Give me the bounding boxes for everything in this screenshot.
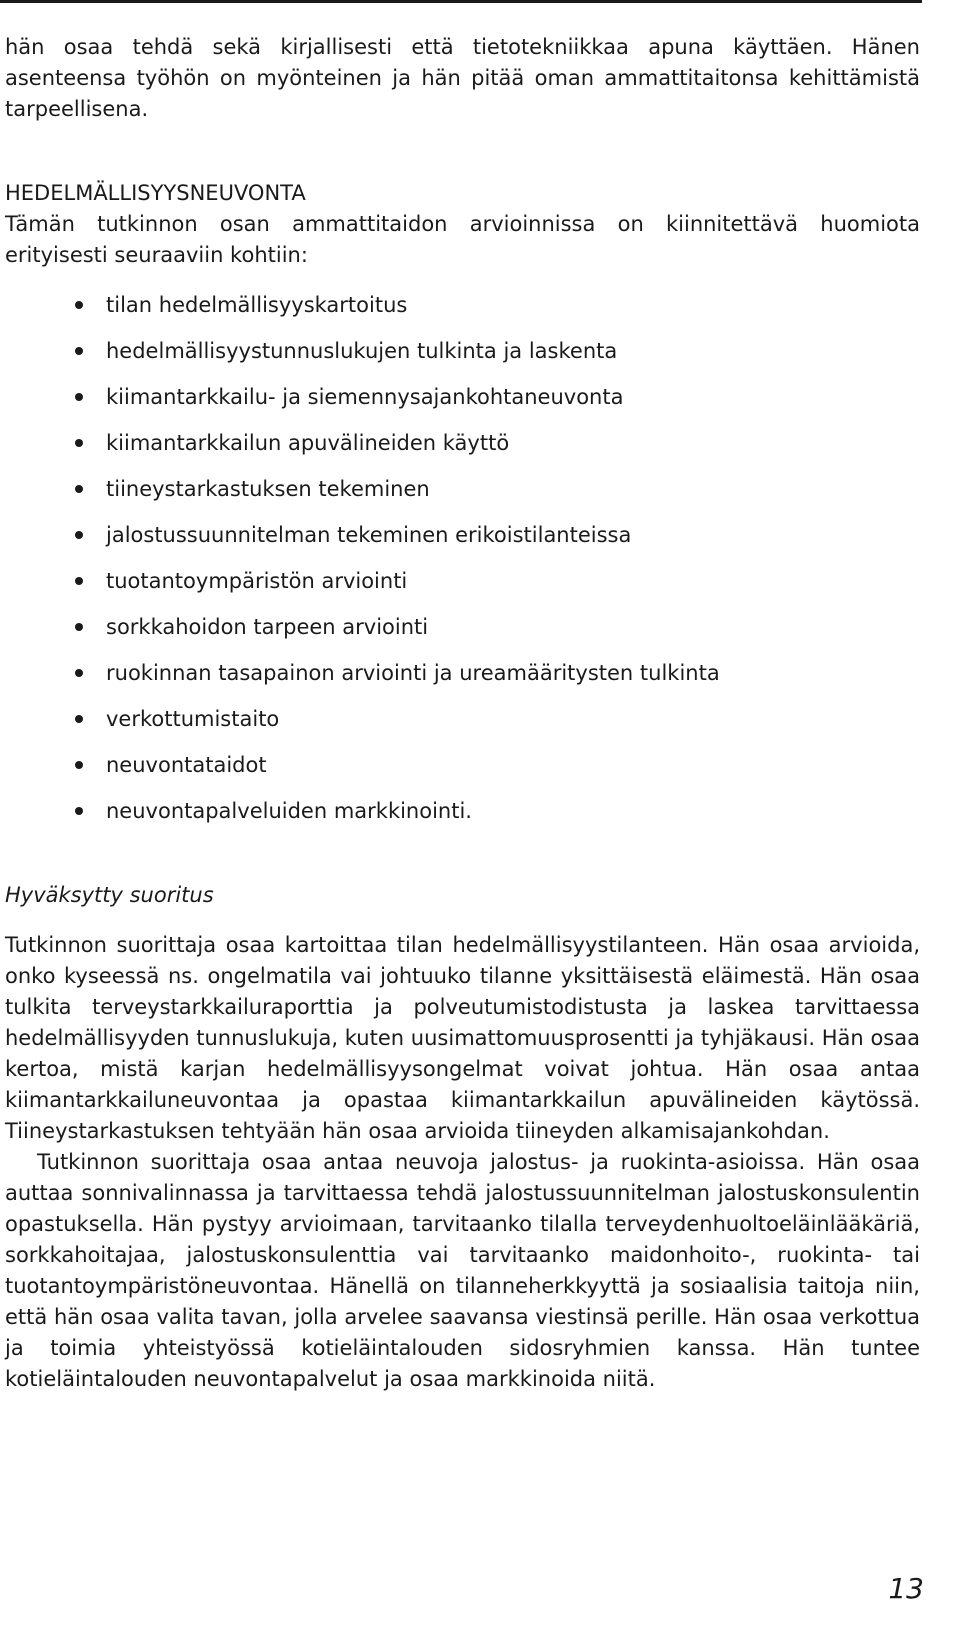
accepted-heading: Hyväksytty suoritus bbox=[5, 883, 214, 907]
list-item: kiimantarkkailun apuvälineiden käyttö bbox=[5, 420, 920, 466]
bullet-icon bbox=[75, 393, 83, 401]
list-item: neuvontataidot bbox=[5, 742, 920, 788]
section-lead: Tämän tutkinnon osan ammattitaidon arvioinnissa on kiinnitettävä huomiota erityisesti seuraaviin kohtiin: bbox=[5, 212, 920, 267]
list-item: neuvontapalveluiden markkinointi. bbox=[5, 788, 920, 834]
page-number: 13 bbox=[888, 1572, 924, 1605]
page-content bbox=[5, 32, 920, 1395]
criteria-list bbox=[5, 282, 920, 834]
top-rule bbox=[0, 0, 922, 3]
list-item: tiineystarkastuksen tekeminen bbox=[5, 466, 920, 512]
bullet-icon bbox=[75, 577, 83, 585]
bullet-icon bbox=[75, 485, 83, 493]
bullet-icon bbox=[75, 669, 83, 677]
list-item: tuotantoympäristön arviointi bbox=[5, 558, 920, 604]
list-item: tilan hedelmällisyyskartoitus bbox=[5, 282, 920, 328]
bullet-icon bbox=[75, 623, 83, 631]
list-item: hedelmällisyystunnuslukujen tulkinta ja laskenta bbox=[5, 328, 920, 374]
bullet-icon bbox=[75, 807, 83, 815]
bullet-icon bbox=[75, 347, 83, 355]
list-item: sorkkahoidon tarpeen arviointi bbox=[5, 604, 920, 650]
intro-paragraph: hän osaa tehdä sekä kirjallisesti että tietotekniikkaa apuna käyttäen. Hänen asenteensa työhön on myönteinen ja hän pitää oman ammattitaitonsa kehittämistä tarpeellisena. bbox=[5, 35, 920, 121]
list-item: ruokinnan tasapainon arviointi ja ureamääritysten tulkinta bbox=[5, 650, 920, 696]
bullet-icon bbox=[75, 761, 83, 769]
bullet-icon bbox=[75, 439, 83, 447]
section-heading: HEDELMÄLLISYYSNEUVONTA bbox=[5, 181, 306, 205]
bullet-icon bbox=[75, 715, 83, 723]
accepted-paragraph-2: Tutkinnon suorittaja osaa antaa neuvoja jalostus- ja ruokinta-asioissa. Hän osaa auttaa sonnivalinnassa ja tarvittaessa tehdä jalostussuunnitelman jalostuskonsulentin opastuksella. Hän pystyy arvioimaan, tarvitaanko tilalla terveydenhuoltoeläinlääkäriä, sorkkahoitajaa, jalostuskonsulenttia vai tarvitaanko maidonhoito-, ruokinta- tai tuotantoympäristöneuvontaa. Hänellä on tilanneherkkyyttä ja sosiaalisia taitoja niin, että hän osaa valita tavan, jolla arvelee saavansa viestinsä perille. Hän osaa verkottua ja toimia yhteistyössä kotieläintalouden sidosryhmien kanssa. Hän tuntee kotieläintalouden neuvontapalvelut ja osaa markkinoida niitä. bbox=[5, 1150, 920, 1391]
list-item: jalostussuunnitelman tekeminen erikoistilanteissa bbox=[5, 512, 920, 558]
bullet-icon bbox=[75, 531, 83, 539]
list-item: kiimantarkkailu- ja siemennysajankohtaneuvonta bbox=[5, 374, 920, 420]
list-item: verkottumistaito bbox=[5, 696, 920, 742]
bullet-icon bbox=[75, 301, 83, 309]
accepted-paragraph-1: Tutkinnon suorittaja osaa kartoittaa tilan hedelmällisyystilanteen. Hän osaa arvioida, onko kyseessä ns. ongelmatila vai johtuuko tilanne yksittäisestä eläimestä. Hän osaa tulkita terveystarkkailuraporttia ja polveutumistodistusta ja laskea tarvittaessa hedelmällisyyden tunnuslukuja, kuten uusimattomuusprosentti ja tyhjäkausi. Hän osaa kertoa, mistä karjan hedelmällisyysongelmat voivat johtua. Hän osaa antaa kiimantarkkailuneuvontaa ja opastaa kiimantarkkailun apuvälineiden käytössä. Tiineystarkastuksen tehtyään hän osaa arvioida tiineyden alkamisajankohdan. bbox=[5, 933, 920, 1143]
